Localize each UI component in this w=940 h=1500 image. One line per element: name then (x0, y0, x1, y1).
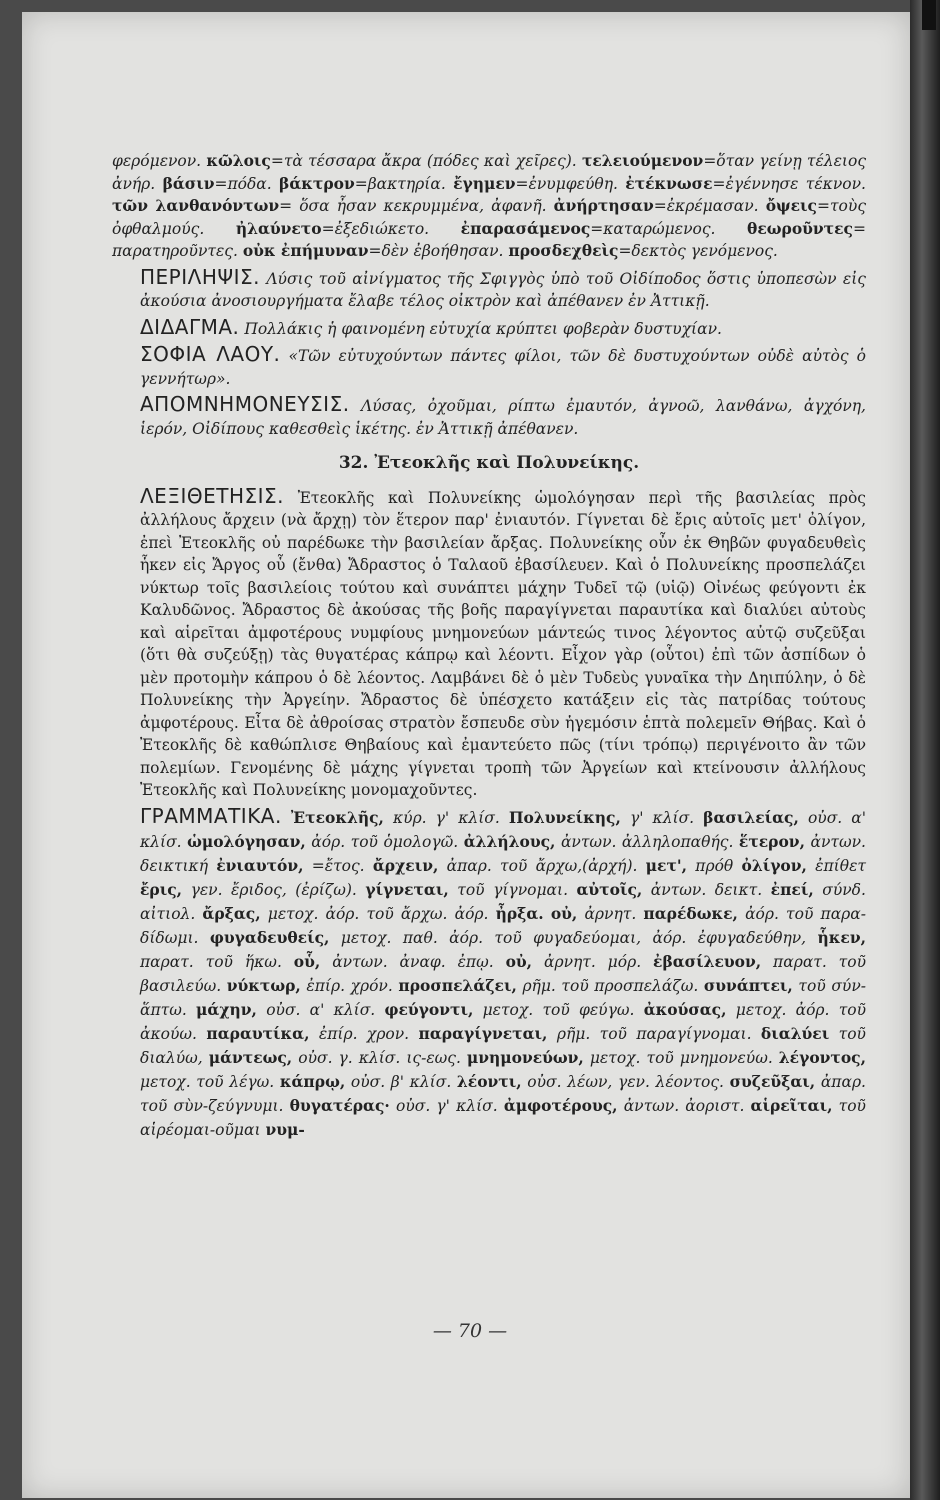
vocab-word: βάσιν (162, 173, 215, 193)
grammar-note: ἀόρ. τοῦ ὁμολογῶ. (311, 832, 459, 851)
grammar-note: πρόθ (695, 856, 734, 875)
section-label: ΣΟΦΙΑ ΛΑΟΥ. (140, 342, 281, 366)
vocab-text: =ἐνυμφεύθη. (515, 174, 618, 193)
page-number: — 70 — (432, 1320, 508, 1342)
grammar-note: ἀντων. ἀναφ. ἐπῳ. (332, 952, 494, 971)
grammar-word: νύκτωρ, (226, 975, 301, 995)
grammar-word: διαλύει (760, 1023, 830, 1043)
vocab-word: ἔγημεν (453, 173, 516, 193)
grammar-word: ἕτερον, (738, 831, 805, 851)
grammar-word: ἄρχειν, (372, 855, 439, 875)
grammar-note: οὐσ. α' κλίσ. (266, 1000, 376, 1019)
grammar-note: μετοχ. τοῦ φεύγω. (482, 1000, 635, 1019)
vocab-text: =πόδα. (214, 174, 272, 193)
section-text: Λύσας, ὀχοῦμαι, ρίπτω ἐμαυτόν, ἀγνοῶ, λανθάνω, ἀγχόνη, ἱερόν, Οἰδίπους καθεσθεὶς ἱκέτης. ἐν Ἀττικῇ ἀπέθανεν. (140, 397, 866, 438)
vocab-text: = παρατηροῦντες. (112, 219, 866, 260)
grammar-word: φυγαδευθείς, (209, 927, 330, 947)
grammar-note: ἀρνητ. (584, 904, 637, 923)
page-text (112, 150, 866, 1142)
vocab-text: = ὅσα ἦσαν κεκρυμμένα, ἀφανῆ. (279, 197, 547, 215)
chapter-heading: 32. Ἐτεοκλῆς καὶ Πολυνείκης. (338, 453, 640, 473)
vocab-word: ὄψεις (765, 196, 817, 215)
grammar-word: ἀκούσας, (643, 999, 727, 1019)
lexithetisis-section (112, 485, 866, 802)
grammar-note: μετοχ. τοῦ λέγω. (140, 1072, 275, 1091)
vocab-word: τελειούμενον (581, 151, 704, 170)
grammar-note: σύνδ. αἰτιολ. (140, 880, 866, 923)
grammar-word: Πολυνείκης, (508, 807, 621, 827)
grammar-note: παρατ. τοῦ ἥκω. (140, 952, 282, 971)
grammar-note: τοῦ σύν-ἅπτω. (140, 976, 866, 1019)
grammar-note: γεν. ἔριδος, (ἐρίζω). (190, 880, 357, 899)
grammar-word: ἔρις, (140, 879, 183, 899)
grammatika-section (112, 805, 866, 1142)
grammar-note: ἀπαρ. τοῦ ἄρχω,(ἀρχή). (446, 856, 638, 875)
vocab-word: προσδεχθεὶς (508, 241, 619, 260)
grammar-note: ρῆμ. τοῦ παραγίγνομαι. (556, 1024, 752, 1043)
vocab-text: =βακτηρία. (354, 174, 446, 193)
grammar-word: λέγοντος, (778, 1047, 867, 1067)
grammar-note: οὐσ. β' κλίσ. (350, 1072, 452, 1091)
grammar-word: ἐπεί, (770, 879, 814, 899)
vocab-word: ἠλαύνετο (235, 218, 322, 238)
edge-mark (922, 0, 936, 30)
grammar-word: Ἐτεοκλῆς, (290, 807, 384, 827)
vocab-word: τῶν λανθανόντων (112, 196, 280, 215)
grammar-note: ρῆμ. τοῦ προσπελάζω. (522, 976, 699, 995)
grammar-note: ἀντων. ἀοριστ. (623, 1096, 745, 1115)
grammar-note: ἐπίρ. χρον. (318, 1024, 410, 1043)
vocab-text: =τὰ τέσσαρα ἄκρα (πόδες καὶ χεῖρες). (270, 152, 577, 170)
grammar-word: προσπελάζει, (398, 975, 517, 995)
grammar-word: μάχην, (196, 999, 257, 1019)
grammar-word: μνημονεύων, (466, 1047, 584, 1067)
section-text: Πολλάκις ἡ φαινομένη εὐτυχία κρύπτει φοβερὰν δυστυχίαν. (244, 319, 722, 338)
section-text: Ἐτεοκλῆς καὶ Πολυνείκης ὡμολόγησαν περὶ τῆς βασιλείας πρὸς ἀλλήλους ἄρχειν (νὰ ἄρχῃ) τὸν ἕτερον παρ' ἐνιαυτόν. Γίγνεται δὲ ἔρις αὐτοῖς μετ' ὀλίγον, ἐπεὶ Ἐτεοκλῆς οὐ παρέδωκε τὴν βασιλείαν ἄρξας. Πολυνείκης οὖν ἐκ Θηβῶν φυγαδευθεὶς ἧκεν εἰς Ἄργος οὗ (ἔνθα) Ἄδραστος ὁ Ταλαοῦ ἐβασίλευεν. Καὶ ὁ Πολυνείκης προσπελάζει νύκτωρ τοῖς βασιλείοις τούτου καὶ συνάπτει μάχην Τυδεῖ τῷ (υἱῷ) Οἰνέως φεύγοντι ἐκ Καλυδῶνος. Ἄδραστος δὲ ἀκούσας τῆς βοῆς παραγίγνεται παραυτίκα καὶ διαλύει αὐτοὺς καὶ αἱρεῖται ἀμφοτέρους νυμφίους μνημονεύων μάντεώς τινος λέγοντος αὐτῷ συζεῦξαι (ὅτι θὰ συζεύξῃ) τὰς θυγατέρας κάπρῳ καὶ λέοντι. Εἶχον γὰρ (οὗτοι) ἐπὶ τῶν ἀσπίδων ὁ μὲν προτομὴν κάπρου ὁ δὲ λέοντος. Λαμβάνει δὲ ὁ μὲν Τυδεὺς γυναῖκα τὴν Δηιπύλην, ὁ δὲ Πολυνείκης τὴν Ἀργείην. Ἄδραστος δὲ ὑπέσχετο κατάξειν εἰς τὰς πατρίδας τούτους ἀμφοτέρους. Εἶτα δὲ ἀθροίσας στρατὸν ἔσπευδε σὺν ἡγεμόσιν ἑπτὰ πολεμεῖν Θήβας. Καὶ ὁ Ἐτεοκλῆς δὲ καθώπλισε Θηβαίους καὶ ἐμαντεύετο πῶς (τίνι τρόπῳ) περιγένοιτο ἂν τῶν πολεμίων. Γενομένης δὲ μάχης γίγνεται τροπὴ τῶν Ἀργείων καὶ κτείνουσιν ἀλλήλους Ἐτεοκλῆς καὶ Πολυνείκης μονομαχοῦντες. (140, 488, 866, 799)
grammar-word: οὐ, (505, 951, 533, 971)
grammar-note: τοῦ διαλύω, (140, 1024, 866, 1067)
section-label: ΓΡΑΜΜΑΤΙΚΑ. (140, 803, 282, 828)
section-text: «Τῶν εὐτυχούντων πάντες φίλοι, τῶν δὲ δυστυχούντων οὐδὲ αὐτὸς ὁ γεννήτωρ». (140, 347, 867, 388)
vocab-text: =ἐξεδιώκετο. (321, 219, 430, 238)
sofia-laou-section (112, 343, 866, 390)
grammar-word: οὐ, (550, 903, 578, 923)
grammar-word: συνάπτει, (703, 975, 793, 995)
grammar-note: οὐσ. λέων, γεν. λέοντος. (527, 1072, 724, 1091)
grammar-word: γίγνεται, (365, 879, 449, 899)
vocab-text: =ὅταν γείνῃ τέλειος ἀνήρ. (112, 152, 867, 193)
grammar-note: οὐσ. γ. κλίσ. ις-εως. (298, 1048, 461, 1067)
vocab-word: κῶλοις (206, 151, 271, 170)
vocabulary-paragraph (112, 150, 866, 263)
grammar-word: θυγατέρας· (289, 1095, 390, 1115)
grammar-word: κάπρῳ, (279, 1071, 346, 1091)
vocab-text: =καταρώμενος. (590, 219, 716, 238)
grammar-word: παρέδωκε, (643, 903, 738, 923)
grammar-word: ἀλλήλους, (463, 831, 556, 851)
vocab-text: =δεκτὸς γενόμενος. (618, 242, 778, 260)
grammar-note: τοῦ αἱρέομαι-οῦμαι (140, 1096, 866, 1139)
grammar-note: μετοχ. παθ. ἀόρ. τοῦ φυγαδεύομαι, ἀόρ. ἐφυγαδεύθην, (340, 928, 807, 947)
section-label: ΠΕΡΙΛΗΨΙΣ. (140, 264, 260, 289)
grammar-note: κύρ. γ' κλίσ. (392, 808, 500, 827)
grammar-note: ἀντων. δεικτική (140, 832, 866, 875)
perilipsis-section (112, 266, 866, 313)
grammar-note: =ἔτος. (311, 856, 365, 875)
grammar-word: νυμ- (265, 1119, 305, 1139)
vocab-text: =ἐγέννησε τέκνον. (712, 174, 866, 193)
vocab-text: φερόμενον. (112, 152, 202, 170)
book-edge (910, 0, 940, 1500)
grammar-word: αἱρεῖται, (750, 1095, 833, 1115)
grammar-word: ἀμφοτέρους, (503, 1095, 618, 1115)
grammar-word: ἄρξας, (202, 903, 261, 923)
grammar-note: ἀρνητ. μόρ. (543, 952, 642, 971)
grammar-note: ἀντων. ἀλληλοπαθής. (560, 832, 734, 851)
grammar-word: ἐνιαυτόν, (216, 855, 304, 875)
grammar-note: μετοχ. ἀόρ. τοῦ ἀκούω. (140, 1000, 867, 1043)
grammar-word: παραυτίκα, (206, 1023, 310, 1043)
vocab-word: βάκτρον (279, 173, 355, 193)
grammar-word: ἧκεν, (817, 927, 866, 947)
grammar-note: οὐσ. α' κλίσ. (140, 808, 866, 851)
vocab-word: ἀνήρτησαν (553, 196, 654, 215)
section-label: ΛΕΞΙΘΕΤΗΣΙΣ. (140, 483, 285, 508)
vocab-word: οὐκ ἐπήμυναν (242, 241, 369, 260)
grammar-note: μετοχ. ἀόρ. τοῦ ἄρχω. ἀόρ. (267, 904, 489, 923)
vocab-word: ἐτέκνωσε (625, 173, 713, 193)
vocab-word: ἐπαρασάμενος (460, 218, 591, 238)
grammar-note: μετοχ. τοῦ μνημονεύω. (589, 1048, 773, 1067)
grammar-word: φεύγοντι, (384, 999, 474, 1019)
grammar-word: ὀλίγον, (741, 855, 807, 875)
section-text: Λύσις τοῦ αἰνίγματος τῆς Σφιγγὸς ὑπὸ τοῦ Οἰδίποδος ὅστις ὑποπεσὼν εἰς ἀκούσια ἀνοσιουργήματα ἔλαβε τέλος οἰκτρὸν καὶ ἀπέθανεν ἐν Ἀττικῇ. (140, 269, 866, 310)
grammar-word: αὐτοῖς, (576, 879, 643, 899)
grammar-note: ἀντων. δεικτ. (650, 880, 763, 899)
grammar-word: συζεῦξαι, (729, 1071, 816, 1091)
grammar-note: ἀπαρ. τοῦ σὺν-ζεύγνυμι. (140, 1072, 866, 1115)
grammar-word: λέοντι, (456, 1071, 522, 1091)
grammar-word: μετ', (645, 855, 688, 875)
grammar-note: γ' κλίσ. (629, 808, 695, 827)
grammar-word: οὗ, (293, 951, 321, 971)
grammar-note: ἐπίρ. χρόν. (306, 976, 393, 995)
grammar-note: τοῦ γίγνομαι. (457, 880, 568, 899)
grammar-note: παρατ. τοῦ βασιλεύω. (140, 952, 867, 995)
grammar-note: ἐπίθετ (815, 856, 866, 875)
vocab-text: =δὲν ἐβοήθησαν. (368, 242, 504, 260)
vocab-word: θεωροῦντες (747, 218, 853, 238)
grammar-word: ὡμολόγησαν, (187, 831, 306, 851)
section-label: ΑΠΟΜΝΗΜΟΝΕΥΣΙΣ. (140, 392, 350, 416)
grammar-word: ἐβασίλευον, (653, 951, 762, 971)
grammar-note: ἀόρ. τοῦ παρα-δίδωμι. (140, 904, 866, 947)
grammar-word: μάντεως, (208, 1047, 293, 1067)
grammar-word: ἦρξα. (495, 903, 544, 923)
apomnimoneusis-section (112, 393, 866, 440)
vocab-text: =ἐκρέμασαν. (653, 197, 759, 215)
grammar-word: παραγίγνεται, (418, 1023, 548, 1043)
didagma-section (112, 316, 866, 341)
grammar-word: βασιλείας, (703, 807, 799, 827)
section-label: ΔΙΔΑΓΜΑ. (140, 314, 240, 339)
vocab-text: =τοὺς ὀφθαλμούς. (112, 197, 866, 238)
grammar-note: οὐσ. γ' κλίσ. (395, 1096, 498, 1115)
